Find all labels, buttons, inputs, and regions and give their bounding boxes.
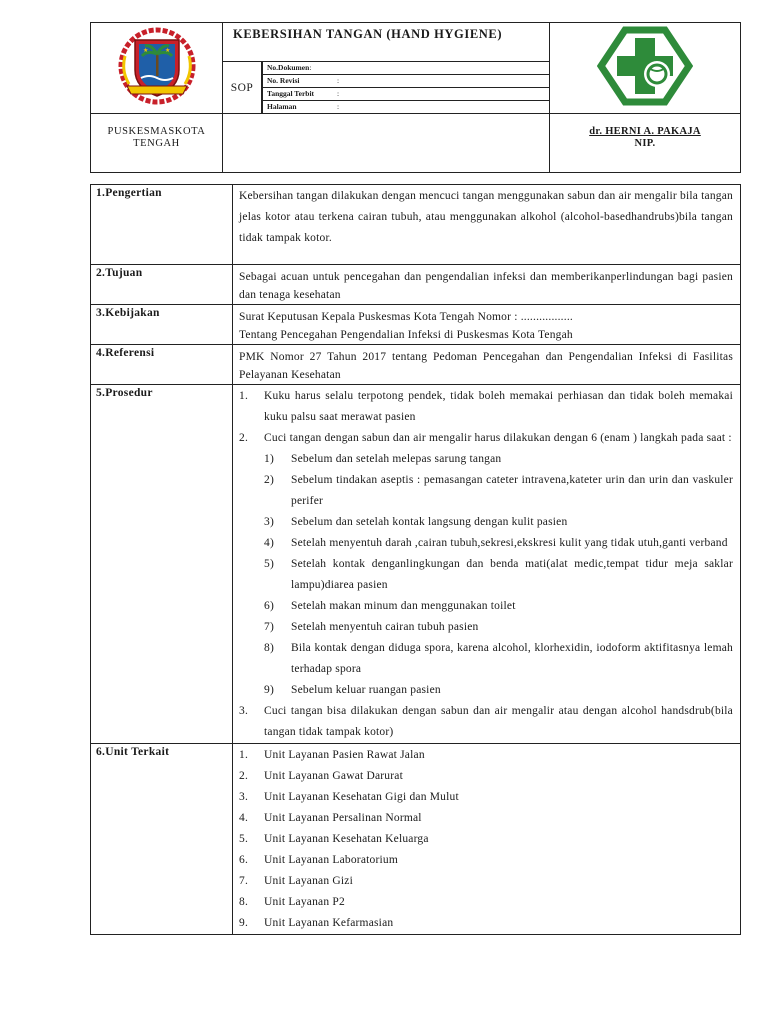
list-number: 9) bbox=[264, 684, 274, 696]
meta-value: : bbox=[337, 89, 340, 98]
list-number: 4) bbox=[264, 537, 274, 549]
meta-label: Halaman bbox=[267, 102, 297, 111]
list-item bbox=[239, 596, 733, 617]
list-item bbox=[239, 554, 733, 596]
list-number: 5) bbox=[264, 558, 274, 570]
list-number: 3. bbox=[239, 705, 249, 717]
list-text: Sebelum keluar ruangan pasien bbox=[291, 684, 441, 696]
list-text: Unit Layanan Kesehatan Keluarga bbox=[264, 833, 429, 845]
list-number: 1. bbox=[239, 749, 249, 761]
list-item bbox=[239, 892, 733, 913]
list-item bbox=[239, 680, 733, 701]
list-text: Unit Layanan Laboratorium bbox=[264, 854, 399, 866]
list-item bbox=[239, 638, 733, 680]
list-text: Setelah kontak denganlingkungan dan benda mati(alat medic,tempat tidur meja saklar lampu)diarea pasien bbox=[291, 558, 733, 591]
list-text: Setelah menyentuh darah ,cairan tubuh,sekresi,ekskresi kulit yang tidak utuh,ganti verband bbox=[291, 537, 728, 549]
city-emblem-cell bbox=[91, 23, 223, 114]
list-number: 7) bbox=[264, 621, 274, 633]
puskesmas-logo-icon bbox=[597, 26, 693, 106]
organization-name bbox=[91, 114, 223, 173]
section-label: 6.Unit Terkait bbox=[91, 744, 233, 935]
list-item bbox=[239, 913, 733, 934]
list-item bbox=[239, 701, 733, 743]
document-header bbox=[90, 22, 741, 173]
signature-space bbox=[223, 114, 550, 173]
meta-row bbox=[263, 62, 550, 75]
meta-value: : bbox=[337, 102, 340, 111]
list-item bbox=[239, 449, 733, 470]
list-text: Sebelum dan setelah melepas sarung tangan bbox=[291, 453, 502, 465]
meta-label: Tanggal Terbit bbox=[267, 89, 315, 98]
list-item bbox=[239, 808, 733, 829]
organization-line-1: PUSKESMASKOTA bbox=[107, 126, 206, 137]
kebijakan-line-1: Surat Keputusan Kepala Puskesmas Kota Tengah Nomor : ................. bbox=[239, 311, 573, 323]
section-text bbox=[233, 305, 741, 345]
section-label: 2.Tujuan bbox=[91, 265, 233, 305]
signer-nip: NIP. bbox=[634, 138, 656, 149]
list-number: 9. bbox=[239, 917, 249, 929]
sop-label: SOP bbox=[223, 62, 262, 114]
list-number: 6. bbox=[239, 854, 249, 866]
section-text: PMK Nomor 27 Tahun 2017 tentang Pedoman Pencegahan dan Pengendalian Infeksi di Fasilitas Pelayanan Kesehatan bbox=[233, 345, 741, 385]
meta-row bbox=[263, 101, 550, 114]
list-number: 3) bbox=[264, 516, 274, 528]
list-item bbox=[239, 829, 733, 850]
meta-value: : bbox=[309, 63, 312, 72]
list-text: Kuku harus selalu terpotong pendek, tidak boleh memakai perhiasan dan tidak boleh memakai kuku palsu saat merawat pasien bbox=[264, 390, 733, 423]
section-text: Kebersihan tangan dilakukan dengan mencuci tangan menggunakan sabun dan air mengalir bila tangan jelas kotor atau terkena cairan tubuh, atau menggunakan alkohol (alcohol-basedhandrubs)bila tangan tidak tampak kotor. bbox=[233, 185, 741, 265]
kebijakan-line-2: Tentang Pencegahan Pengendalian Infeksi di Puskesmas Kota Tengah bbox=[239, 329, 573, 341]
signer-name: dr. HERNI A. PAKAJA bbox=[589, 126, 701, 137]
list-text: Unit Layanan Kesehatan Gigi dan Mulut bbox=[264, 791, 459, 803]
svg-text:★: ★ bbox=[142, 47, 148, 54]
svg-text:★: ★ bbox=[164, 47, 170, 54]
list-number: 8) bbox=[264, 642, 274, 654]
section-label: 3.Kebijakan bbox=[91, 305, 233, 345]
list-text: Sebelum tindakan aseptis : pemasangan cateter intravena,kateter urin dan urin dan vaskuler perifer bbox=[291, 474, 733, 507]
section-pengertian bbox=[91, 185, 741, 265]
list-item bbox=[239, 470, 733, 512]
list-text: Unit Layanan Kefarmasian bbox=[264, 917, 394, 929]
document-title: KEBERSIHAN TANGAN (HAND HYGIENE) bbox=[223, 23, 550, 62]
list-number: 2. bbox=[239, 770, 249, 782]
section-label: 4.Referensi bbox=[91, 345, 233, 385]
list-number: 2) bbox=[264, 474, 274, 486]
section-kebijakan bbox=[91, 305, 741, 345]
organization-line-2: TENGAH bbox=[133, 138, 180, 149]
list-text: Unit Layanan Gawat Darurat bbox=[264, 770, 403, 782]
list-text: Setelah makan minum dan menggunakan toilet bbox=[291, 600, 516, 612]
section-referensi bbox=[91, 345, 741, 385]
list-text: Unit Layanan Persalinan Normal bbox=[264, 812, 422, 824]
meta-label: No. Revisi bbox=[267, 76, 300, 85]
list-item bbox=[239, 428, 733, 449]
list-text: Setelah menyentuh cairan tubuh pasien bbox=[291, 621, 479, 633]
list-number: 5. bbox=[239, 833, 249, 845]
list-item bbox=[239, 533, 733, 554]
list-text: Cuci tangan dengan sabun dan air mengalir harus dilakukan dengan 6 (enam ) langkah pada saat : bbox=[264, 432, 732, 444]
list-item bbox=[239, 512, 733, 533]
list-text: Unit Layanan Gizi bbox=[264, 875, 353, 887]
list-item bbox=[239, 617, 733, 638]
section-label: 5.Prosedur bbox=[91, 385, 233, 744]
list-item bbox=[239, 386, 733, 428]
list-number: 6) bbox=[264, 600, 274, 612]
section-procedure-list bbox=[233, 385, 741, 744]
list-number: 3. bbox=[239, 791, 249, 803]
section-unit-list bbox=[233, 744, 741, 935]
city-emblem-icon bbox=[117, 26, 197, 106]
meta-value: : bbox=[337, 76, 340, 85]
list-text: Sebelum dan setelah kontak langsung dengan kulit pasien bbox=[291, 516, 568, 528]
list-number: 7. bbox=[239, 875, 249, 887]
document-meta-cell bbox=[262, 62, 550, 114]
list-number: 1) bbox=[264, 453, 274, 465]
list-item bbox=[239, 850, 733, 871]
list-number: 1. bbox=[239, 390, 249, 402]
list-item bbox=[239, 871, 733, 892]
section-text: Sebagai acuan untuk pencegahan dan pengendalian infeksi dan memberikanperlindungan bagi pasien dan tenaga kesehatan bbox=[233, 265, 741, 305]
list-number: 8. bbox=[239, 896, 249, 908]
section-prosedur bbox=[91, 385, 741, 744]
meta-label: No.Dokumen bbox=[267, 63, 310, 72]
procedure-substeps bbox=[239, 449, 733, 701]
section-label: 1.Pengertian bbox=[91, 185, 233, 265]
list-number: 2. bbox=[239, 432, 249, 444]
meta-row bbox=[263, 75, 550, 88]
list-text: Bila kontak dengan diduga spora, karena alcohol, klorhexidin, iodoform aktifitasnya lemah terhadap spora bbox=[291, 642, 733, 675]
list-text: Cuci tangan bisa dilakukan dengan sabun dan air mengalir atau dengan alcohol handsdrub(bila tangan tidak tampak kotor) bbox=[264, 705, 733, 738]
document-meta-table bbox=[262, 62, 549, 113]
list-text: Unit Layanan P2 bbox=[264, 896, 345, 908]
procedure-steps-continued bbox=[239, 701, 733, 743]
list-number: 4. bbox=[239, 812, 249, 824]
sop-content-table bbox=[90, 184, 741, 935]
puskesmas-logo-cell bbox=[550, 23, 741, 114]
signer-block bbox=[550, 114, 741, 173]
unit-list bbox=[239, 745, 733, 934]
meta-row bbox=[263, 88, 550, 101]
list-item bbox=[239, 787, 733, 808]
section-tujuan bbox=[91, 265, 741, 305]
procedure-steps bbox=[239, 386, 733, 449]
list-item bbox=[239, 766, 733, 787]
section-unit-terkait bbox=[91, 744, 741, 935]
list-item bbox=[239, 745, 733, 766]
list-text: Unit Layanan Pasien Rawat Jalan bbox=[264, 749, 425, 761]
